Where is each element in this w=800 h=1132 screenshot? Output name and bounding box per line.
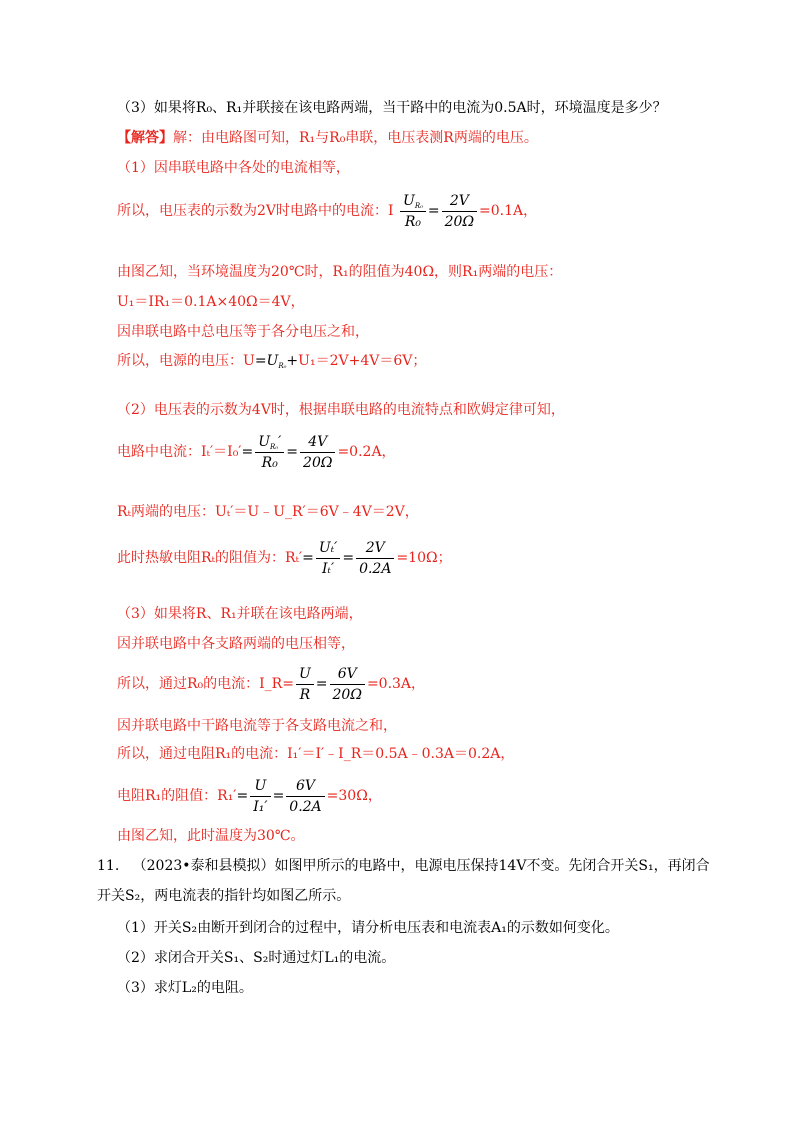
- part1-title: （1）因串联电路中各处的电流相等，: [117, 160, 350, 176]
- question-3-text: （3）如果将R₀、R₁并联接在该电路两端，当干路中的电流为0.5A时，环境温度是多少？: [117, 100, 667, 116]
- fraction-6v-over-20ohm: $\frac{6V}{20\Omega}$: [330, 665, 365, 704]
- fraction-ur0-over-r0: $\frac{U_{R_0}}{\text{R₀}}$: [400, 192, 426, 231]
- equation-prefix: 所以，电压表的示数为2V时电路中的电流：I: [117, 203, 394, 219]
- part3-line4: 所以，通过电阻R₁的电流：I₁′＝I′﹣I_R＝0.5A﹣0.3A＝0.2A，: [117, 746, 515, 762]
- question-11-sub2: （2）求闭合开关S₁、S₂时通过灯L₁的电流。: [117, 950, 396, 966]
- part1-voltage-equation: 所以，电源的电压：$U=U_{R_0}+U_1=2V+4V=6V$；: [117, 353, 427, 370]
- part2-title: （2）电压表的示数为4V时，根据串联电路的电流特点和欧姆定律可知，: [117, 402, 565, 418]
- part1-line3: U₁＝IR₁＝0.1A×40Ω＝4V，: [117, 294, 305, 310]
- fraction-ut-over-it: $\frac{\text{Uₜ′}}{\text{Iₜ′}}$: [316, 539, 340, 578]
- equation-result: =0.1A，: [479, 203, 538, 219]
- part1-line2: 由图乙知，当环境温度为20℃时，R₁的阻值为40Ω，则R₁两端的电压：: [117, 264, 563, 280]
- part1-line4: 因串联电路中总电压等于各分电压之和，: [117, 324, 369, 340]
- part2-resistance-equation: 此时热敏电阻Rₜ的阻值为：Rₜ′= $\frac{\text{Uₜ′}}{\text{Iₜ′}}$ = $\frac{2V}{0.2A}$ =10Ω；: [117, 539, 452, 577]
- fraction-u-over-r: $\frac{U}{R}$: [296, 665, 314, 704]
- answer-intro-text: 解：由电路图可知，R₁与R₀串联，电压表测R两端的电压。: [173, 130, 538, 146]
- fraction-u-over-i1: $\frac{U}{\text{I₁′}}$: [250, 777, 270, 816]
- part2-line2: Rₜ两端的电压：Uₜ′＝U﹣U_R′＝6V﹣4V＝2V，: [117, 504, 419, 520]
- answer-intro: [117, 128, 538, 148]
- part3-line6: 由图乙知，此时温度为30℃。: [117, 828, 305, 844]
- question-11-sub1: （1）开关S₂由断开到闭合的过程中，请分析电压表和电流表A₁的示数如何变化。: [117, 920, 619, 936]
- question-11-sub3: （3）求灯L₂的电阻。: [117, 980, 253, 996]
- part1-current-equation: 所以，电压表的示数为2V时电路中的电流：I $\frac{U_{R_0}}{\text{R₀}}$ = $\frac{2V}{20\Omega}$ =0.1A，: [117, 192, 538, 230]
- part3-line3: 因并联电路中干路电流等于各支路电流之和，: [117, 718, 397, 734]
- question-11-line2: 开关S₂，两电流表的指针均如图乙所示。: [97, 888, 351, 904]
- fraction-ur0-prime-over-r0: $\frac{U_{R_0}'}{\text{R₀}}$: [255, 433, 284, 472]
- part3-line1: 因并联电路中各支路两端的电压相等，: [117, 636, 355, 652]
- fraction-6v-over-0-2a: $\frac{6V}{0.2A}$: [286, 777, 324, 816]
- part3-current-equation: 所以，通过R₀的电流：I_R= $\frac{U}{R}$ = $\frac{6V}{20\Omega}$ =0.3A，: [117, 665, 426, 703]
- question-number: 11.: [97, 858, 120, 874]
- fraction-2v-over-0-2a: $\frac{2V}{0.2A}$: [356, 539, 394, 578]
- part3-title: （3）如果将R、R₁并联在该电路两端，: [117, 606, 363, 622]
- part3-resistance-equation: 电阻R₁的阻值：R₁′= $\frac{U}{\text{I₁′}}$ = $\frac{6V}{0.2A}$ =30Ω，: [117, 777, 382, 815]
- fraction-2v-over-20ohm: $\frac{2V}{20\Omega}$: [442, 192, 477, 231]
- part2-current-equation: 电路中电流：Iₜ′＝I₀′= $\frac{U_{R_0}'}{\text{R₀}}$ = $\frac{4V}{20\Omega}$ =0.2A，: [117, 433, 396, 471]
- answer-tag: 【解答】: [117, 130, 173, 146]
- question-11-line1: 11. （2023•泰和县模拟）如图甲所示的电路中，电源电压保持14V不变。先闭合开关S₁，再闭合: [97, 858, 710, 874]
- fraction-4v-over-20ohm: $\frac{4V}{20\Omega}$: [300, 433, 335, 472]
